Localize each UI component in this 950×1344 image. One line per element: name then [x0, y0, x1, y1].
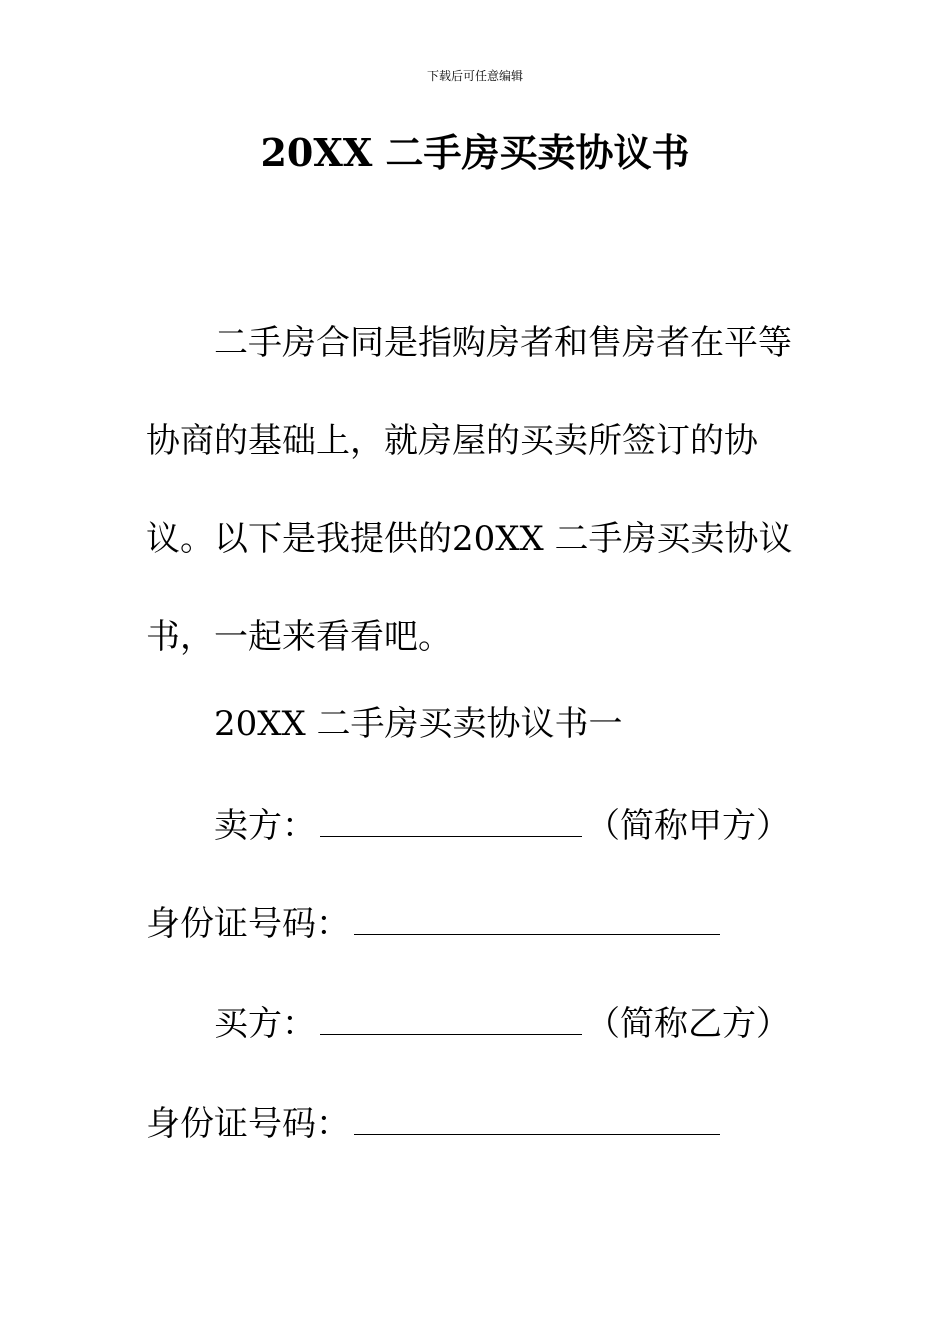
- buyer-label: 买方：: [214, 1004, 316, 1044]
- buyer-id-line: [146, 1098, 846, 1148]
- seller-id-line: [146, 898, 846, 948]
- buyer-id-label: 身份证号码：: [146, 1104, 350, 1144]
- buyer-suffix: （简称乙方）: [586, 1004, 790, 1044]
- seller-name-blank[interactable]: [320, 800, 582, 837]
- buyer-id-blank[interactable]: [354, 1098, 720, 1135]
- section-title: 20XX 二手房买卖协议书一: [214, 704, 623, 744]
- document-title: 20XX 二手房买卖协议书: [260, 130, 690, 175]
- seller-label: 卖方：: [214, 806, 316, 846]
- seller-id-label: 身份证号码：: [146, 904, 350, 944]
- header-note: 下载后可任意编辑: [426, 69, 523, 83]
- seller-suffix: （简称甲方）: [586, 806, 790, 846]
- seller-id-blank[interactable]: [354, 898, 720, 935]
- buyer-line: [214, 998, 914, 1048]
- intro-paragraph: 二手房合同是指购房者和售房者在平等协商的基础上，就房屋的买卖所签订的协议。以下是我提供的20XX 二手房买卖协议书，一起来看看吧。: [146, 323, 793, 657]
- seller-line: [214, 800, 914, 850]
- buyer-name-blank[interactable]: [320, 998, 582, 1035]
